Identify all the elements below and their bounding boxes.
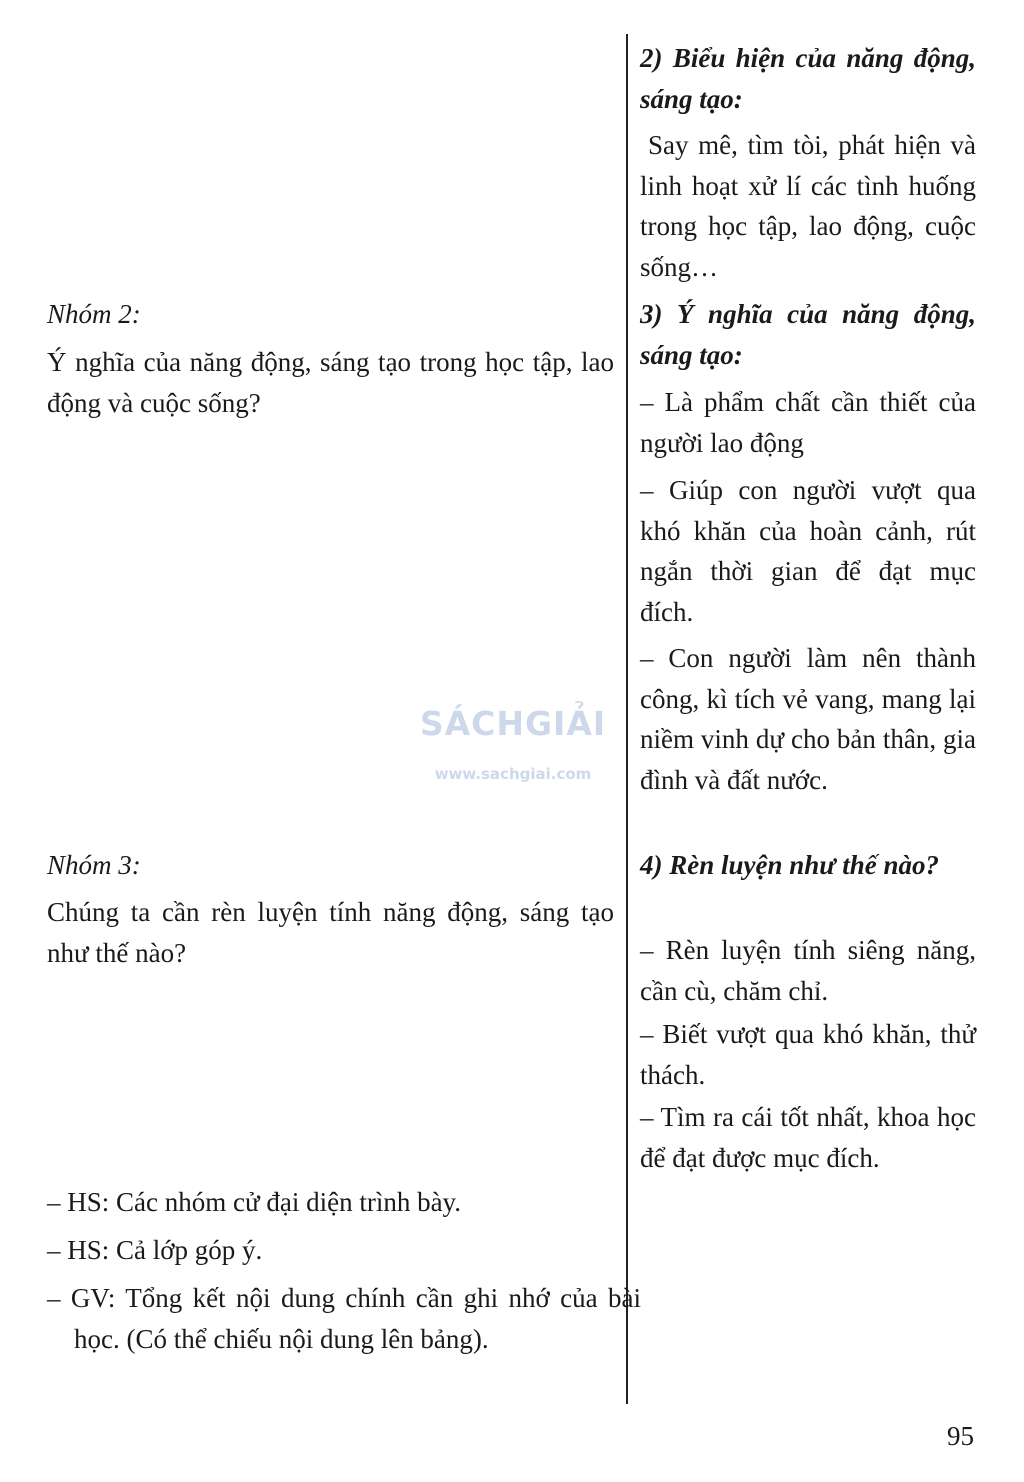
page-number: 95 (947, 1421, 974, 1451)
section-2-text: Say mê, tìm tòi, phát hiện và linh hoạt xử lí các tình huống trong học tập, lao động, cuộc sống… (640, 130, 976, 282)
section-4-heading: 4) Rèn luyện như thế nào? (640, 850, 939, 880)
step-gv-summary: – GV: Tổng kết nội dung chính cần ghi nhớ của bài học. (Có thể chiếu nội dung lên bảng). (47, 1283, 641, 1354)
step-hs-feedback: – HS: Cả lớp góp ý. (47, 1235, 263, 1265)
section-4-item-1: – Rèn luyện tính siêng năng, cần cù, chăm chỉ. (640, 935, 976, 1006)
group-3-question: Chúng ta cần rèn luyện tính năng động, sáng tạo như thế nào? (47, 897, 614, 968)
step-hs-present: – HS: Các nhóm cử đại diện trình bày. (47, 1187, 462, 1217)
section-3-heading: 3) Ý nghĩa của năng động, sáng tạo: (640, 299, 976, 370)
group-3-label: Nhóm 3: (47, 850, 141, 880)
section-3-item-2: – Giúp con người vượt qua khó khăn của hoàn cảnh, rút ngắn thời gian để đạt mục đích. (640, 475, 976, 627)
watermark-logo: SÁCHGIẢI (419, 704, 607, 743)
section-2-heading: 2) Biểu hiện của năng động, sáng tạo: (640, 43, 976, 114)
section-3-item-3: – Con người làm nên thành công, kì tích vẻ vang, mang lại niềm vinh dự cho bản thân, gia đình và đất nước. (640, 643, 976, 795)
watermark-url: www.sachgiai.com (434, 765, 592, 783)
group-2-label: Nhóm 2: (47, 299, 141, 329)
group-2-question: Ý nghĩa của năng động, sáng tạo trong học tập, lao động và cuộc sống? (47, 347, 614, 418)
section-4-item-3: – Tìm ra cái tốt nhất, khoa học để đạt được mục đích. (640, 1102, 976, 1173)
column-divider (626, 34, 628, 1404)
section-3-item-1: – Là phẩm chất cần thiết của người lao động (640, 387, 976, 458)
section-4-item-2: – Biết vượt qua khó khăn, thử thách. (640, 1019, 976, 1090)
watermark (408, 690, 618, 790)
